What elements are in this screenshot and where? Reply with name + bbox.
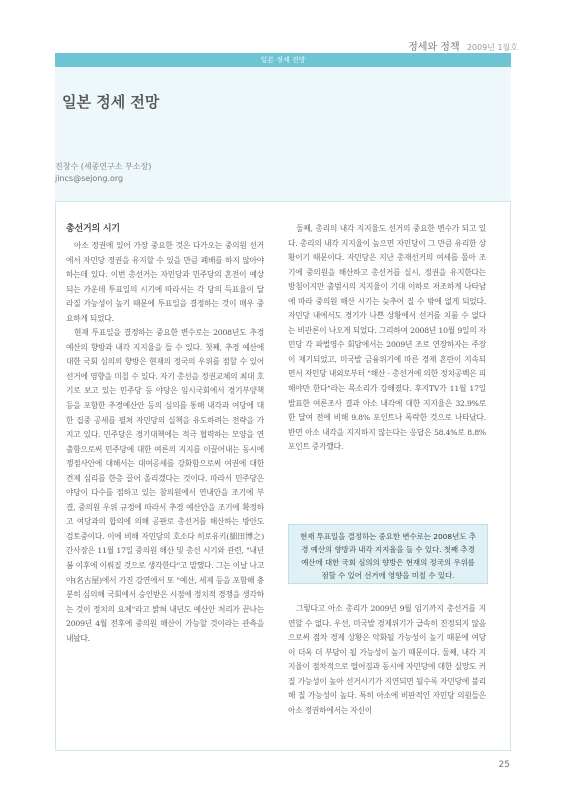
page-header bbox=[0, 0, 566, 64]
author-name: 진창수 (세종연구소 부소장) bbox=[55, 162, 152, 171]
right-column-top bbox=[288, 222, 486, 455]
body-paragraph: 현재 투표일을 결정하는 중요한 변수로는 2008년도 추경 예산의 향방과 내각 지지율을 들 수 있다. 첫째, 추경 예산에 대한 국회 심의의 향방은 현재의 정국의 우위를 점할 수 있어 선거에 영향을 미칠 수 있다. 자기 총선을 정권교체의 최대 호기로 보고 있는 민주당 등 야당은 임시국회에서 경기부양책 등을 포함한 추경예산안 등의 심의를 통해 내각과 여당에 대한 집중 공세를 펼쳐 자민당의 실책을 유도하려는 전략을 가지고 있다. 민주당은 경기대책에는 적극 협력하는 모양을 연출함으로써 민주당에 대한 여론의 지지를 이끌어내는 동시에 쟁점사안에 대해서는 대여공세를 강화함으로써 여권에 대한 견제 심리를 한층 끌어 올리겠다는 것이다. 따라서 민주당은 야당이 다수를 점하고 있는 참의원에서 연내안을 조기에 부결, 중의원 우위 규정에 따라서 추경 예산안을 조기에 확정하고 여당과의 합의에 의해 공판로 총선거를 해산하는 방안도 검토중이다. 이에 비해 자민당의 호소다 히로유키(細田博之) 간사장은 11월 17일 중의원 해산 및 총선 시기와 관련, "내년 봄 이후에 이뤄질 것으로 생각한다"고 말했다. 그는 이날 나고야(名古屋)에서 가진 강연에서 또 "예산, 세제 등을 포함해 충분히 심의해 국회에서 승인받은 시점에 정치적 경쟁을 생각하는 것이 정치의 요체"라고 밝혀 내년도 예산안 처리가 끝나는 2009년 4월 전후에 중의원 해산이 가능할 것이라는 관측을 내놨다. bbox=[66, 328, 264, 643]
section-band: 일본 정세 전망 bbox=[55, 53, 511, 67]
running-head bbox=[408, 38, 518, 53]
page-number: 25 bbox=[498, 760, 510, 770]
pull-quote: 현재 투표일을 결정하는 중요한 변수로는 2008년도 추경 예산의 향방과 내각 지지율을 들 수 있다. 첫째 추경 예산에 대한 국회 심의의 향방은 현재의 정국의 우위를 점할 수 있어 선거에 영향을 미칠 수 있다. bbox=[288, 524, 488, 584]
left-column bbox=[66, 222, 264, 646]
running-head-title: 정세와 정책 bbox=[408, 42, 460, 53]
author-email: jincs@sejong.org bbox=[55, 174, 124, 183]
section-heading: 총선거의 시기 bbox=[66, 224, 120, 234]
byline bbox=[55, 161, 151, 185]
right-column-bottom bbox=[288, 602, 486, 718]
running-head-date: 2009년 1월호 bbox=[466, 43, 518, 52]
article-title: 일본 정세 전망 bbox=[62, 93, 160, 111]
body-paragraph: 그렇다고 아소 총리가 2009년 9월 임기까지 총선거를 지연할 수 없다. 우선, 미국발 경제위기가 급속히 진정되지 않음으로써 점차 경제 상황은 악화될 가능성이 높기 때문에 여당이 더욱 더 부담이 될 가능성이 높기 때문이다. 둘째, 내각 지지율이 점차적으로 떨어짐과 동시에 자민당에 대한 실망도 커질 가능성이 높아 선거시기가 지연되면 될수록 자민당에 불리해 질 가능성이 높다. 특히 아소에 비판적인 자민당 의원들은 아소 정권하에서는 자신이 bbox=[288, 604, 486, 715]
body-paragraph: 둘째, 총리의 내각 지지율도 선거의 중요한 변수가 되고 있다. 총리의 내각 지지율이 높으면 자민당이 그 만큼 유리한 상황이기 때문이다. 자민당은 지난 총재선거의 여세를 몰아 조기에 중의원을 해산하고 총선거를 실시, 정권을 유지한다는 방침이지만 출범시의 지지율이 기대 이하로 저조하게 나타남에 따라 중의원 해산 시기는 늦추어 질 수 밖에 없게 되었다. 자민당 내에서도 경기가 나쁜 상황에서 선거를 치룰 수 없다는 비관론이 나오게 되었다. 그리하여 2008년 10월 9일의 자민당 각 파벌영수 회담에서는 2009년 조로 연장하자는 주장이 제기되었고, 미국발 금융위기에 따른 경제 혼란이 지속되면서 자민당 내외로부터 "해산 · 총선거에 의한 정치공백은 피해야만 한다"라는 목소리가 강해졌다. 후지TV가 11월 17일 발표한 여론조사 결과 아소 내각에 대한 지지율은 32.9%로 한 달여 전에 비해 9.8% 포인트나 폭락한 것으로 나타났다. 반면 아소 내각을 지지하지 않는다는 응답은 58.4%로 8.8% 포인트 증가했다. bbox=[288, 224, 486, 452]
body-paragraph: 아소 정권에 있어 가장 중요한 것은 다가오는 중의원 선거에서 자민당 정권을 유지할 수 있을 만큼 폐배를 하지 않아야 하는데 있다. 이번 총선거는 자민당과 민주당의 혼전이 예상되는 가운데 투표일의 시기에 따라서는 각 당의 득표율이 달라질 가능성이 높기 때문에 투표일을 결정하는 것이 매우 중요하게 되었다. bbox=[66, 241, 264, 323]
